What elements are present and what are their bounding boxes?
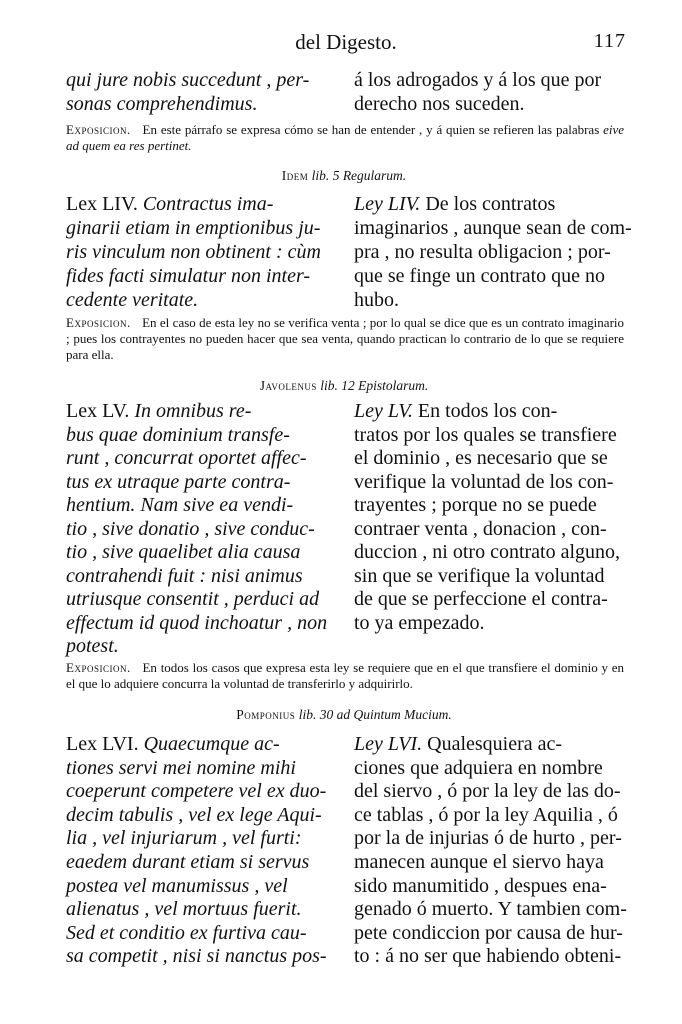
spanish-line: Ley LVI. Qualesquiera ac- xyxy=(354,733,563,755)
latin-column xyxy=(66,192,336,312)
spanish-line: derecho nos suceden. xyxy=(354,93,525,115)
latin-column xyxy=(66,733,336,969)
spanish-line: hubo. xyxy=(354,289,399,311)
spanish-line: que se finge un contrato que no xyxy=(354,265,606,287)
spanish-line: manecen aunque el siervo haya xyxy=(354,850,604,873)
latin-line: decim tabulis , vel ex lege Aqui- xyxy=(66,803,322,826)
spanish-line: Ley LV. En todos los con- xyxy=(354,400,558,422)
latin-column xyxy=(66,68,336,116)
exposicion-text: En todos los casos que expresa esta ley se requiere que en el que transfiere el dominio y en el que lo adquiere concurra la voluntad de transferirlo y adquirirlo. xyxy=(66,660,625,691)
source-author: Pomponius xyxy=(236,707,296,722)
spanish-line: de que se perfeccione el contra- xyxy=(354,588,608,610)
exposicion-text: En el caso de esta ley no se verifica venta ; por lo qual se dice que es un contrato imaginario ; pues los contrayentes no pueden hacer que sea venta, quando practican lo contrario de lo que se requiere para ella. xyxy=(66,315,625,362)
latin-line: fides facti simulatur non inter- xyxy=(66,265,311,287)
exposicion-text: En este párrafo se expresa cómo se han de entender , y á quien se refieren las palabras xyxy=(142,122,600,137)
exposicion-label: Exposicion. xyxy=(66,122,131,137)
spanish-line: tratos por los quales se transfiere xyxy=(354,423,617,446)
latin-line: tus ex utraque parte contra- xyxy=(66,470,291,493)
source-citation xyxy=(66,378,622,394)
latin-line: alienatus , vel mortuus fuerit. xyxy=(66,898,302,921)
ley-heading: Ley LIV. xyxy=(354,193,421,215)
spanish-line: del siervo , ó por la ley de las do- xyxy=(354,780,621,803)
page-number: 117 xyxy=(593,30,626,52)
latin-line: runt , concurrat oportet affec- xyxy=(66,447,307,469)
running-title: del Digesto. xyxy=(295,30,397,54)
spanish-line: ciones que adquiera en nombre xyxy=(354,756,603,779)
exposicion-note xyxy=(66,660,624,692)
latin-line: eaedem durant etiam si servus xyxy=(66,850,310,873)
source-work: 5 Regularum. xyxy=(332,168,407,183)
exposicion-quote: eive ad quem ea res pertinet. xyxy=(66,122,625,153)
latin-line: ris vinculum non obtinent : cùm xyxy=(66,241,321,263)
latin-line: contrahendi fuit : nisi animus xyxy=(66,564,303,587)
latin-line: effectum id quod inchoatur , non xyxy=(66,611,328,634)
spanish-line: contraer venta , donacion , con- xyxy=(354,517,607,540)
latin-line: potest. xyxy=(66,635,119,657)
exposicion-label: Exposicion. xyxy=(66,315,131,330)
lex-heading: Lex LV. xyxy=(66,400,130,422)
spanish-line: pra , no resulta obligacion ; por- xyxy=(354,241,611,263)
spanish-line: to ya empezado. xyxy=(354,611,485,634)
latin-line: tio , sive quaelibet alia causa xyxy=(66,541,301,563)
spanish-line: genado ó muerto. Y tambien com- xyxy=(354,898,627,921)
exposicion-label: Exposicion. xyxy=(66,660,131,675)
latin-line: bus quae dominium transfe- xyxy=(66,423,290,446)
latin-line: cedente veritate. xyxy=(66,289,199,311)
source-author: Idem xyxy=(281,168,309,183)
source-lib: lib. xyxy=(320,378,338,393)
latin-line: ginarii etiam in emptionibus ju- xyxy=(66,217,321,239)
spanish-line: por la de injurias ó de hurto , per- xyxy=(354,827,622,850)
source-author: Javolenus xyxy=(259,378,317,393)
spanish-line: to : á no ser que habiendo obteni- xyxy=(354,945,622,968)
spanish-line: sin que se verifique la voluntad xyxy=(354,564,605,587)
spanish-line: imaginarios , aunque sean de com- xyxy=(354,217,632,239)
lex-heading: Lex LVI. xyxy=(66,733,139,755)
spanish-line: Ley LIV. De los contratos xyxy=(354,193,556,215)
ley-heading: Ley LVI. xyxy=(354,733,423,755)
spanish-line: verifique la voluntad de los con- xyxy=(354,470,614,493)
source-citation xyxy=(66,707,622,723)
exposicion-note xyxy=(66,315,624,363)
lex-heading: Lex LIV. xyxy=(66,193,138,215)
latin-line: coeperunt competere vel ex duo- xyxy=(66,780,327,803)
page-header xyxy=(66,30,626,60)
latin-line: sa competit , nisi si nanctus pos- xyxy=(66,945,327,968)
spanish-line: pete condiccion por causa de hur- xyxy=(354,921,623,944)
spanish-column xyxy=(354,192,632,312)
latin-line: Lex LV. In omnibus re- xyxy=(66,400,252,422)
spanish-line: duccion , ni otro contrato alguno, xyxy=(354,541,621,563)
source-work: 12 Epistolarum. xyxy=(341,378,429,393)
spanish-line: á los adrogados y á los que por xyxy=(354,69,602,91)
latin-line: Lex LIV. Contractus ima- xyxy=(66,193,274,215)
latin-line: sonas comprehendimus. xyxy=(66,93,258,115)
spanish-column xyxy=(354,400,624,635)
ley-heading: Ley LV. xyxy=(354,400,413,422)
latin-line: tiones servi mei nomine mihi xyxy=(66,756,296,779)
latin-line: hentium. Nam sive ea vendi- xyxy=(66,494,294,516)
spanish-line: el dominio , es necesario que se xyxy=(354,447,608,469)
spanish-column xyxy=(354,733,627,969)
latin-line: Sed et conditio ex furtiva cau- xyxy=(66,921,307,944)
source-citation xyxy=(66,168,622,184)
spanish-line: sido manumitido , despues ena- xyxy=(354,874,607,897)
source-lib: lib. xyxy=(298,707,317,722)
exposicion-note xyxy=(66,122,624,154)
latin-line: utriusque consentit , perduci ad xyxy=(66,588,320,610)
spanish-line: trayentes ; porque no se puede xyxy=(354,494,597,516)
latin-line: qui jure nobis succedunt , per- xyxy=(66,69,310,91)
latin-line: tio , sive donatio , sive conduc- xyxy=(66,517,315,540)
spanish-line: ce tablas , ó por la ley Aquilia , ó xyxy=(354,803,618,826)
source-work: 30 ad Quintum Mucium. xyxy=(319,707,452,722)
spanish-column xyxy=(354,68,624,116)
latin-line: postea vel manumissus , vel xyxy=(66,874,288,897)
latin-line: lia , vel injuriarum , vel furti: xyxy=(66,827,302,850)
latin-line: Lex LVI. Quaecumque ac- xyxy=(66,733,280,755)
source-lib: lib. xyxy=(311,168,330,183)
latin-column xyxy=(66,400,336,659)
